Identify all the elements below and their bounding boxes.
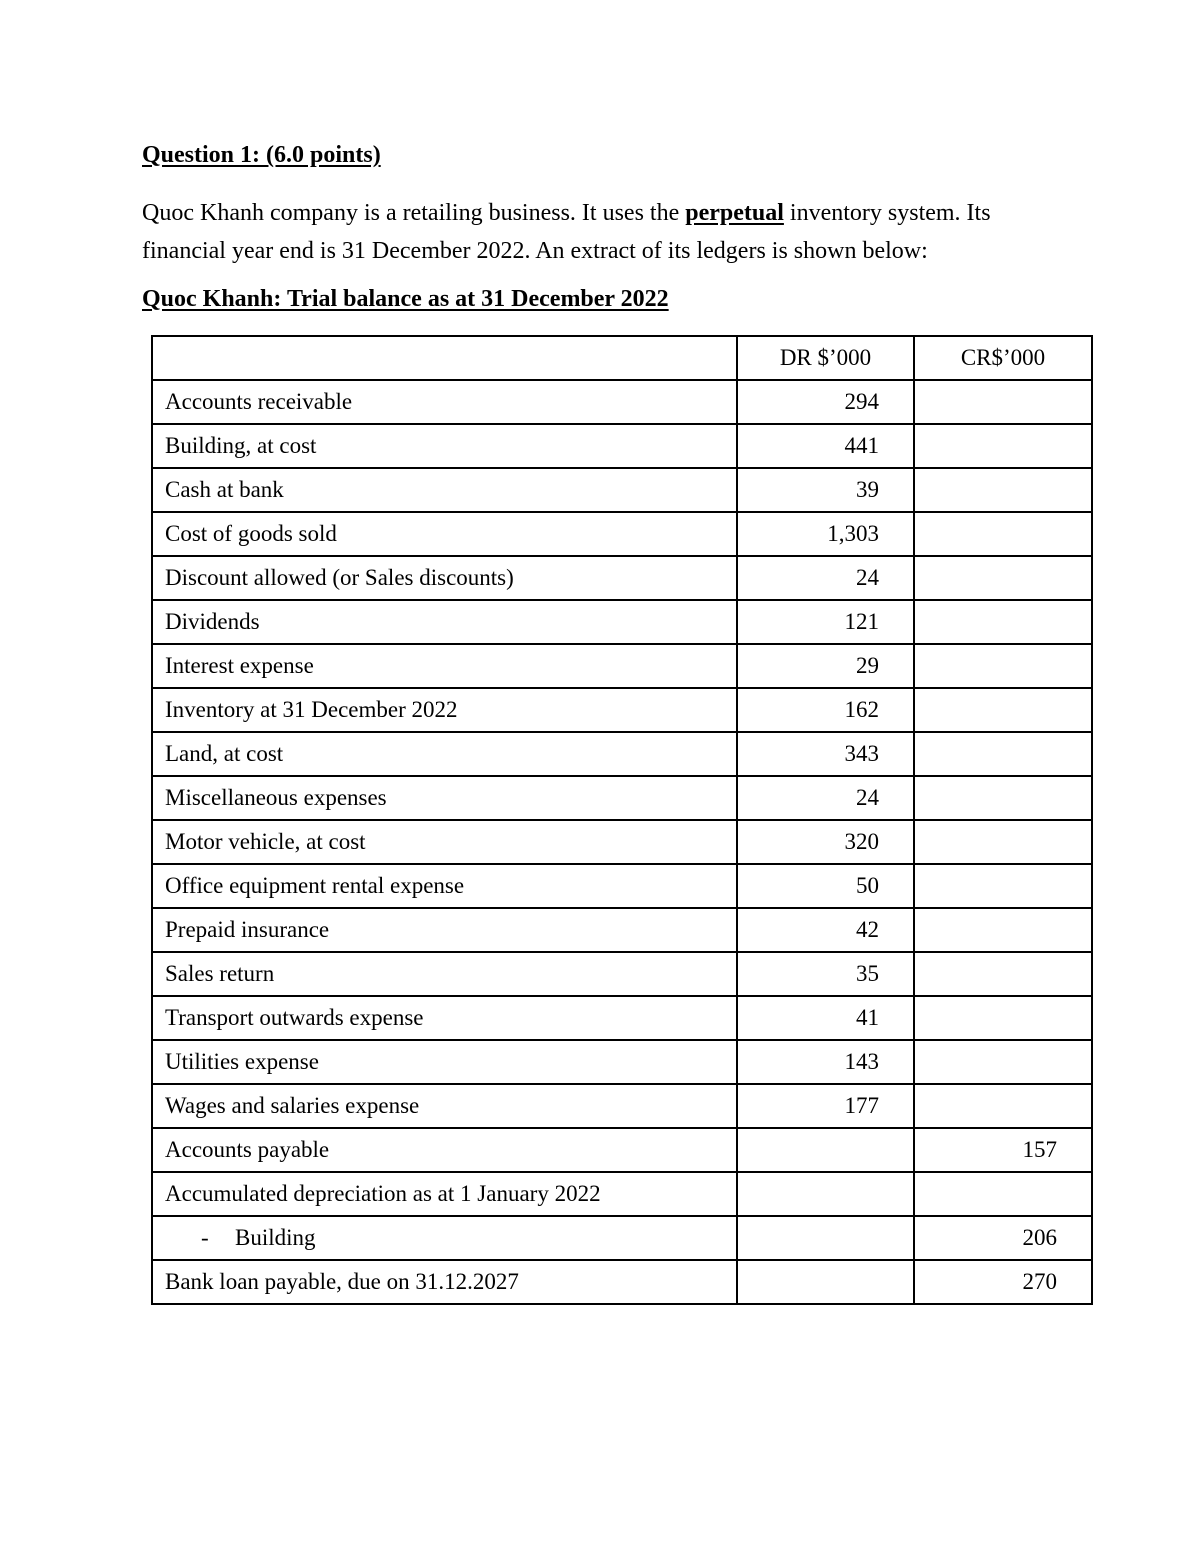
cr-amount	[914, 688, 1092, 732]
account-name: Prepaid insurance	[152, 908, 737, 952]
intro-emphasis-perpetual: perpetual	[685, 200, 784, 226]
dr-amount: 1,303	[737, 512, 914, 556]
account-name: Land, at cost	[152, 732, 737, 776]
cr-amount: 270	[914, 1260, 1092, 1304]
table-row	[152, 776, 1092, 820]
account-name: Dividends	[152, 600, 737, 644]
trial-balance-title: Quoc Khanh: Trial balance as at 31 December 2022	[142, 286, 669, 312]
account-name: Utilities expense	[152, 1040, 737, 1084]
account-name: Bank loan payable, due on 31.12.2027	[152, 1260, 737, 1304]
dr-amount: 24	[737, 556, 914, 600]
dr-amount	[737, 1128, 914, 1172]
account-name: Office equipment rental expense	[152, 864, 737, 908]
dr-amount: 35	[737, 952, 914, 996]
table-row	[152, 1040, 1092, 1084]
table-row	[152, 1260, 1092, 1304]
header-cr: CR$’000	[914, 336, 1092, 380]
dr-amount: 121	[737, 600, 914, 644]
cr-amount	[914, 600, 1092, 644]
header-account	[152, 336, 737, 380]
dr-amount: 177	[737, 1084, 914, 1128]
dr-amount	[737, 1216, 914, 1260]
cr-amount	[914, 1172, 1092, 1216]
account-name: Sales return	[152, 952, 737, 996]
cr-amount	[914, 864, 1092, 908]
dr-amount: 42	[737, 908, 914, 952]
cr-amount	[914, 512, 1092, 556]
cr-amount	[914, 952, 1092, 996]
table-row	[152, 908, 1092, 952]
intro-text-start: Quoc Khanh company is a retailing business. It uses the	[142, 200, 686, 226]
dr-amount: 320	[737, 820, 914, 864]
table-row	[152, 556, 1092, 600]
dr-amount: 441	[737, 424, 914, 468]
cr-amount	[914, 820, 1092, 864]
table-row	[152, 1128, 1092, 1172]
table-row	[152, 600, 1092, 644]
table-row	[152, 1172, 1092, 1216]
table-row	[152, 820, 1092, 864]
account-name: Building, at cost	[152, 424, 737, 468]
account-name: Inventory at 31 December 2022	[152, 688, 737, 732]
subitem-label: Building	[235, 1225, 316, 1250]
account-name: Interest expense	[152, 644, 737, 688]
dr-amount	[737, 1260, 914, 1304]
account-name-subitem	[152, 1216, 737, 1260]
table-row	[152, 512, 1092, 556]
cr-amount: 157	[914, 1128, 1092, 1172]
account-name: Cash at bank	[152, 468, 737, 512]
account-name: Accumulated depreciation as at 1 January 2022	[152, 1172, 737, 1216]
table-header-row	[152, 336, 1092, 380]
dr-amount: 294	[737, 380, 914, 424]
cr-amount	[914, 468, 1092, 512]
dr-amount: 50	[737, 864, 914, 908]
header-dr: DR $’000	[737, 336, 914, 380]
trial-balance-table	[151, 335, 1093, 1305]
cr-amount	[914, 996, 1092, 1040]
dr-amount: 143	[737, 1040, 914, 1084]
dr-amount: 41	[737, 996, 914, 1040]
cr-amount: 206	[914, 1216, 1092, 1260]
question-intro	[142, 194, 1072, 270]
account-name: Wages and salaries expense	[152, 1084, 737, 1128]
dr-amount: 343	[737, 732, 914, 776]
cr-amount	[914, 732, 1092, 776]
table-row	[152, 1084, 1092, 1128]
table-row	[152, 644, 1092, 688]
cr-amount	[914, 1040, 1092, 1084]
account-name: Accounts receivable	[152, 380, 737, 424]
cr-amount	[914, 1084, 1092, 1128]
account-name: Cost of goods sold	[152, 512, 737, 556]
dr-amount	[737, 1172, 914, 1216]
table-row	[152, 380, 1092, 424]
dr-amount: 24	[737, 776, 914, 820]
account-name: Accounts payable	[152, 1128, 737, 1172]
dr-amount: 39	[737, 468, 914, 512]
table-row	[152, 1216, 1092, 1260]
cr-amount	[914, 556, 1092, 600]
table-row	[152, 732, 1092, 776]
table-row	[152, 864, 1092, 908]
table-row	[152, 468, 1092, 512]
subitem-dash: -	[201, 1225, 209, 1250]
account-name: Miscellaneous expenses	[152, 776, 737, 820]
dr-amount: 29	[737, 644, 914, 688]
table-row	[152, 688, 1092, 732]
account-name: Transport outwards expense	[152, 996, 737, 1040]
table-row	[152, 952, 1092, 996]
table-row	[152, 424, 1092, 468]
dr-amount: 162	[737, 688, 914, 732]
table-row	[152, 996, 1092, 1040]
cr-amount	[914, 424, 1092, 468]
intro-text-end: inventory system. Its financial year end is 31 December 2022. An extract of its ledgers is shown below:	[142, 200, 991, 264]
cr-amount	[914, 908, 1092, 952]
account-name: Motor vehicle, at cost	[152, 820, 737, 864]
question-heading: Question 1: (6.0 points)	[142, 142, 381, 168]
cr-amount	[914, 776, 1092, 820]
account-name: Discount allowed (or Sales discounts)	[152, 556, 737, 600]
cr-amount	[914, 644, 1092, 688]
cr-amount	[914, 380, 1092, 424]
